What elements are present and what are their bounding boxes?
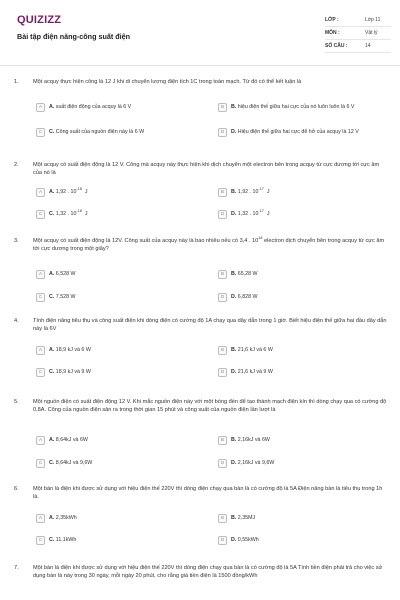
option-text [231,104,354,111]
option-value: 6,828 W [237,293,258,300]
option-prefix: A. [49,346,55,353]
option-text [231,189,270,196]
option-text [231,537,259,544]
worksheet-title: Bài tập điện năng-công suất điện [17,32,131,41]
option-value: hiệu điện thế giữa hai cực của nó luôn luôn là 6 V [237,103,355,110]
option-prefix: B. [231,103,237,110]
option-a[interactable] [36,100,206,115]
option-letter-box: C [36,368,45,377]
question-text: Một acquy thực hiện công là 12 J khi di chuyển lượng điện tích 1C trong toàn mạch. Từ đó có thể kết luận là [33,79,302,85]
meta-count-row [325,40,391,53]
option-text [231,129,359,136]
option-text [231,294,258,301]
question-text: Một bàn là điện khi được sử dụng với hiệu điện thế 220V thì dòng điện chạy qua bàn là có cường độ là 5A Điện năng bàn là tiêu thụ trong 1h là. [33,486,383,500]
option-prefix: D. [231,536,237,543]
option-c[interactable] [36,125,206,140]
question-number: 7. [14,565,19,571]
option-value: 1,32 . 10 [237,210,259,217]
option-text [49,189,88,196]
option-letter-box: C [36,128,45,137]
option-prefix: B. [231,188,237,195]
option-text [231,437,270,444]
option-text [49,460,92,467]
option-letter-box: B [218,103,227,112]
question-text [33,238,389,253]
option-a[interactable] [36,267,206,282]
option-exponent: -17 [258,209,264,214]
option-letter-box: B [218,436,227,445]
option-c[interactable] [36,207,206,222]
option-unit: J [81,210,88,217]
option-text [231,271,258,278]
option-d[interactable] [218,290,390,305]
option-text [49,537,76,544]
option-d[interactable] [218,207,390,222]
option-value: 8,64kJ và 9,6W [55,459,93,466]
option-value: 21,6 kJ và 6 W [237,346,273,353]
option-text [49,437,88,444]
option-c[interactable] [36,365,206,380]
option-value: 21,6 kJ và 9 W [237,368,273,375]
option-exponent: -18 [76,209,82,214]
option-b[interactable] [218,343,390,358]
option-letter-box: A [36,188,45,197]
option-value: 65,28 W [237,270,258,277]
question-text-part: electron dịch chuyển bên trong acquy từ cực âm tới cực dương trong một giây? [33,238,385,252]
option-value: suất điện động của acquy là 6 V [55,103,132,110]
option-prefix: D. [231,368,237,375]
option-d[interactable] [218,456,390,471]
option-b[interactable] [218,267,390,282]
option-prefix: A. [49,103,55,110]
meta-class-value: Lớp 11 [365,16,381,23]
option-letter-box: B [218,188,227,197]
option-letter-box: D [218,536,227,545]
option-text [49,104,131,111]
option-value: Công suất của nguồn điện này là 6 W [55,128,145,135]
question-text: Tính điện năng tiêu thụ và công suất điện khi dòng điện có cường độ 1A chạy qua dây dẫn trong 1 giờ. Biết hiệu điện thế giữa hai đầu dây dẫn này là 6V [33,318,387,332]
worksheet-header [0,0,400,66]
option-prefix: C. [49,459,55,466]
option-text [49,294,76,301]
option-letter-box: B [218,346,227,355]
option-prefix: C. [49,293,55,300]
question-number: 4. [14,318,19,324]
option-letter-box: D [218,459,227,468]
option-value: 11,1kWh [55,536,77,543]
question-number: 3. [14,238,19,244]
option-letter-box: A [36,346,45,355]
meta-count-label: SỐ CÂU : [325,42,348,49]
option-prefix: C. [49,368,55,375]
option-text [231,369,273,376]
option-value: 2,35MJ [237,514,256,521]
option-text [49,271,76,278]
option-text [49,347,91,354]
option-text [49,369,91,376]
option-letter-box: D [218,210,227,219]
meta-class-label: LỚP : [325,16,339,23]
option-letter-box: A [36,514,45,523]
option-value: 1,92 . 10 [55,188,77,195]
option-value: 0,55kWh [237,536,259,543]
option-unit: J [263,210,270,217]
option-text [49,211,88,218]
option-prefix: B. [231,514,237,521]
option-d[interactable] [218,365,390,380]
option-value: 18,9 kJ và 6 W [55,346,91,353]
meta-count-value: 14 [365,42,371,49]
option-c[interactable] [36,456,206,471]
option-d[interactable] [218,533,390,548]
option-prefix: A. [49,436,55,443]
option-prefix: C. [49,210,55,217]
option-b[interactable] [218,511,390,526]
option-letter-box: C [36,293,45,302]
option-value: 2,35kWh [55,514,77,521]
option-letter-box: D [218,293,227,302]
option-value: 2,16kJ và 6W [237,436,270,443]
option-prefix: D. [231,210,237,217]
question-text: Một nguồn điện có suất điện động 12 V. Khi mắc nguồn điện này với một bóng đèn để tạo thành mạch điện kín thì dòng chạy qua có cường độ 0,8A. Công của nguồn điện sản ra trong thời gian 15 phút và công suất của nguồn điện lần lượt là [33,399,387,413]
meta-subject-row [325,27,391,40]
option-prefix: A. [49,188,55,195]
option-a[interactable] [36,185,206,200]
option-value: Hiệu điện thế giữa hai cực để hở của acquy là 12 V [237,128,359,135]
option-letter-box: B [218,270,227,279]
option-value: 7,528 W [55,293,76,300]
question-exponent: 18 [258,236,263,241]
option-prefix: D. [231,459,237,466]
option-unit: J [263,188,270,195]
question-number: 6. [14,486,19,492]
option-value: 8,64kJ và 6W [55,436,88,443]
option-value: 6,528 W [55,270,76,277]
worksheet-meta [325,14,391,53]
option-d[interactable] [218,125,390,140]
option-a[interactable] [36,433,206,448]
option-prefix: B. [231,346,237,353]
option-a[interactable] [36,343,206,358]
option-prefix: A. [49,514,55,521]
question-text-part: Một acquy có suất điện động là 12V. Công suất của acquy này là bao nhiêu nếu có 3,4 . 10 [33,238,259,244]
question-number: 5. [14,399,19,405]
option-text [231,460,274,467]
question-number: 1. [14,79,19,85]
option-c[interactable] [36,290,206,305]
option-text [231,515,255,522]
option-b[interactable] [218,100,390,115]
option-value: 1,92 . 10 [237,188,259,195]
option-letter-box: B [218,514,227,523]
meta-subject-label: MÔN : [325,29,340,36]
option-c[interactable] [36,533,206,548]
meta-class-row [325,14,391,27]
option-prefix: B. [231,270,237,277]
question-text: Một acquy có suất điện động là 12 V. Công mà acquy này thực hiện khi dịch chuyển một electron bên trong acquy từ cực dương tới cực âm của nó là [33,162,380,176]
option-prefix: C. [49,536,55,543]
option-letter-box: C [36,210,45,219]
option-letter-box: A [36,436,45,445]
option-value: 1,32 . 10 [55,210,77,217]
option-letter-box: D [218,128,227,137]
option-prefix: D. [231,128,237,135]
option-value: 2,16kJ và 9,6W [237,459,275,466]
option-prefix: A. [49,270,55,277]
option-prefix: C. [49,128,55,135]
meta-subject-value: Vật lý [365,29,378,36]
option-exponent: -17 [258,187,264,192]
option-letter-box: D [218,368,227,377]
option-text [49,515,77,522]
option-letter-box: C [36,536,45,545]
question-number: 2. [14,162,19,168]
option-b[interactable] [218,185,390,200]
quizizz-logo: QUIZIZZ [17,14,62,26]
option-unit: J [81,188,88,195]
option-exponent: -18 [76,187,82,192]
question-text: Một bàn là điện khi được sử dụng với hiệu điện thế 220V thì dòng điện chạy qua bàn là có cường độ là 5A Tính tiền điện phải trả cho việc sử dụng bàn là này trong 30 ngày, mỗi ngày 20 phút, cho rằng giá tiền điện là 1500 đồng/kWh [33,565,383,579]
option-text [231,211,270,218]
option-text [231,347,273,354]
option-letter-box: C [36,459,45,468]
option-value: 18,9 kJ và 9 W [55,368,91,375]
option-prefix: B. [231,436,237,443]
option-text [49,129,144,136]
option-a[interactable] [36,511,206,526]
option-letter-box: A [36,103,45,112]
option-letter-box: A [36,270,45,279]
option-prefix: D. [231,293,237,300]
option-b[interactable] [218,433,390,448]
